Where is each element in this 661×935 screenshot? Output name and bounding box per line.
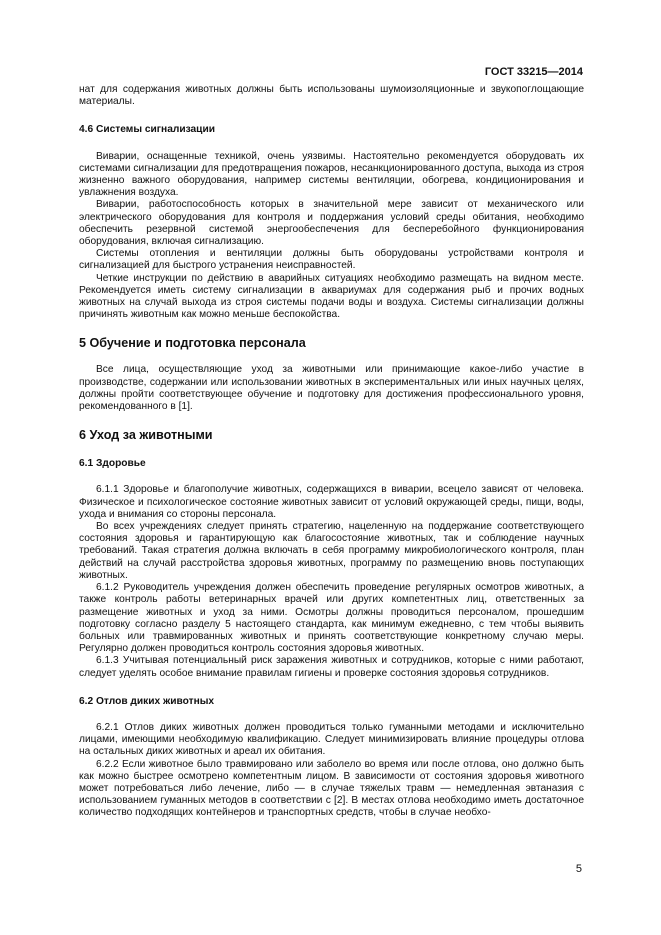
section-heading-6-2: 6.2 Отлов диких животных [79, 695, 215, 707]
document-body [79, 84, 584, 820]
paragraph: Виварии, оснащенные техникой, очень уязвимы. Настоятельно рекомендуется оборудовать их системами сигнализации для предотвращения пожаров, несанкционированного доступа, выхода из строя жизненно важного оборудования, например системы вентиляции, обогрева, кондиционирования и увлажнения воздуха. [79, 150, 584, 199]
paragraph: 6.1.2 Руководитель учреждения должен обеспечить проведение регулярных осмотров животных, а также контроль работы ветеринарных врачей или других компетентных лиц, ответственных за размещение животных и уход за ними. Осмотры должны проводиться персоналом, прошедшим подготовку согласно разделу 5 настоящего стандарта, как минимум ежедневно, с тем чтобы выявить больных или травмированных животных и принять соответствующие конкретному случаю меры. Регулярно должен проводиться контроль состояния здоровья животных. [79, 582, 584, 655]
paragraph: Во всех учреждениях следует принять стратегию, нацеленную на поддержание соответствующего состояния здоровья и гарантирующую как благосостояние животных, так и соблюдение научных требований. Такая стратегия должна включать в себя программу микробиологического контроля, план действий на случай расстройства здоровья животных, программу по размещению вновь поступающих животных. [79, 521, 584, 581]
page-number: 5 [575, 863, 582, 875]
paragraph: Четкие инструкции по действию в аварийных ситуациях необходимо размещать на видном месте. Рекомендуется иметь систему сигнализации в аквариумах для содержания рыб и прочих водных животных на случай выхода из строя системы подачи воды и воздуха. Системы сигнализации должны причинять животным как можно меньше беспокойства. [79, 272, 584, 321]
paragraph: нат для содержания животных должны быть использованы шумоизоляционные и звукопоглощающие материалы. [79, 84, 584, 108]
paragraph: 6.2.2 Если животное было травмировано или заболело во время или после отлова, оно должно быть как можно быстрее осмотрено компетентным лицом. В зависимости от состояния здоровья животного может потребоваться либо лечение, либо — в случае тяжелых травм — немедленная эвтаназия с использованием гуманных методов в соответствии с [2]. В местах отлова необходимо иметь достаточное количество подходящих контейнеров и транспортных средств, чтобы в случае необхо- [79, 758, 584, 819]
standard-code: ГОСТ 33215—2014 [484, 66, 583, 78]
paragraph: Виварии, работоспособность которых в значительной мере зависит от механического или электрического оборудования для контроля и поддержания условий среды обитания, необходимо обеспечить резервной системой энергообеспечения для бесперебойного функционирования оборудования, включая сигнализацию. [79, 199, 584, 248]
section-heading-6: 6 Уход за животными [79, 428, 213, 443]
paragraph: Системы отопления и вентиляции должны быть оборудованы устройствами контроля и сигнализацией для быстрого устранения неисправностей. [79, 248, 584, 272]
section-heading-4-6: 4.6 Системы сигнализации [79, 124, 215, 136]
paragraph: 6.1.3 Учитывая потенциальный риск заражения животных и сотрудников, которые с ними работают, следует уделять особое внимание правилам гигиены и проверке состояния здоровья сотрудников. [79, 655, 584, 679]
paragraph: Все лица, осуществляющие уход за животными или принимающие какое-либо участие в производстве, содержании или использовании животных в экспериментальных или иных научных целях, должны пройти соответствующее обучение и подготовку для достижения профессионального уровня, рекомендованного в [1]. [79, 364, 584, 413]
paragraph: 6.1.1 Здоровье и благополучие животных, содержащихся в виварии, всецело зависят от человека. Физическое и психологическое состояние животных зависит от условий окружающей среды, пищи, воды, ухода и внимания со стороны персонала. [79, 484, 584, 520]
section-heading-5: 5 Обучение и подготовка персонала [79, 336, 306, 351]
section-heading-6-1: 6.1 Здоровье [79, 458, 146, 470]
paragraph: 6.2.1 Отлов диких животных должен проводиться только гуманными методами и исключительно лицами, имеющими необходимую квалификацию. Следует минимизировать влияние процедуры отлова на остальных диких животных и ареал их обитания. [79, 721, 584, 758]
